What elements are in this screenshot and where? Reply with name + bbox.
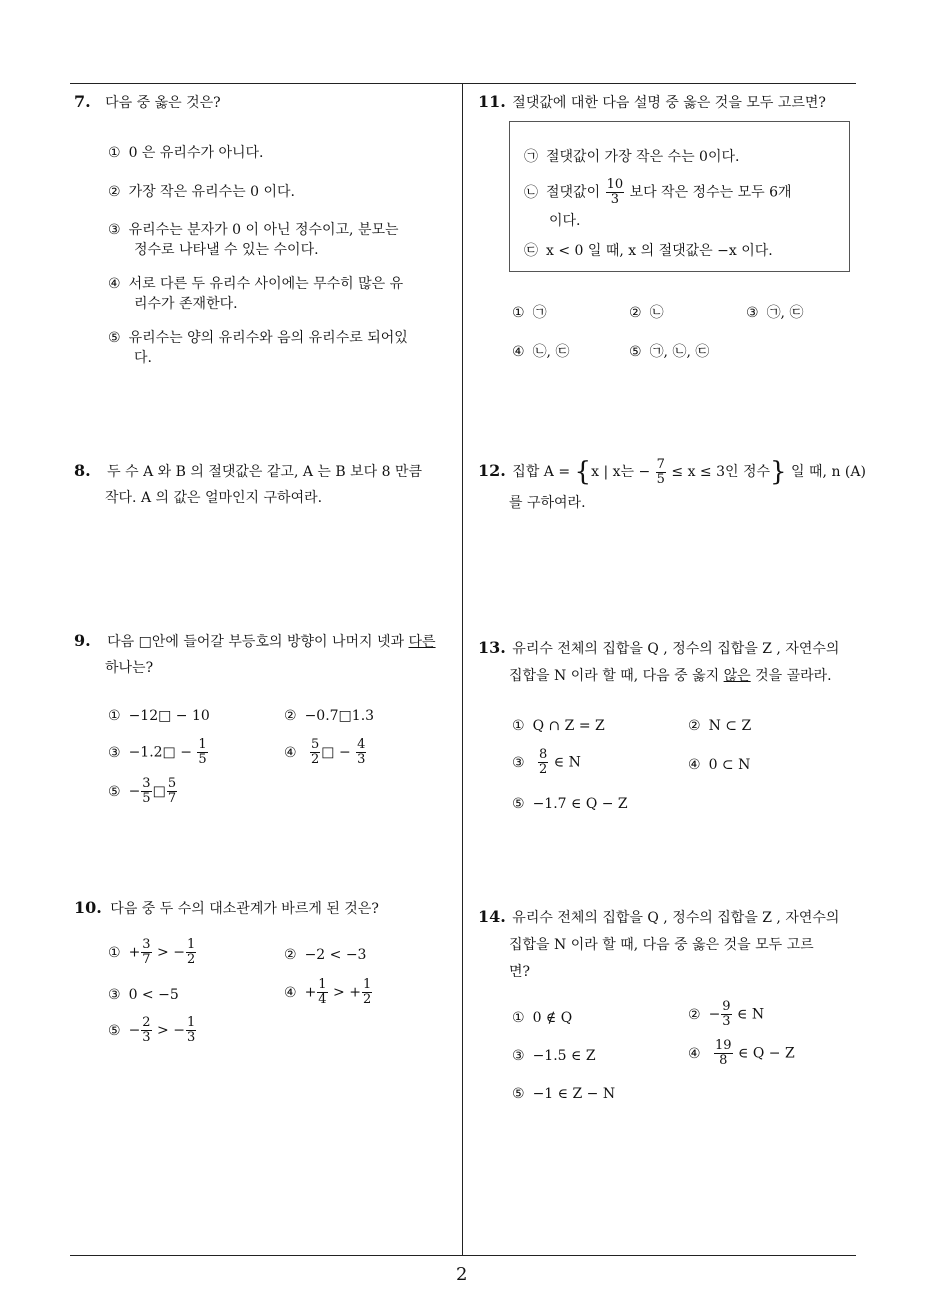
fraction: $\frac{8}{2}$	[539, 747, 548, 777]
statement-c: ㉢ x < 0 일 때, x 의 절댓값은 −x 이다.	[524, 243, 773, 259]
option-1[interactable]: ① −12□ − 10	[108, 708, 210, 724]
option-3[interactable]: ③ $\frac{8}{2}$ ∈ N	[512, 747, 581, 777]
option-3[interactable]: ③ 유리수는 분자가 0 이 아닌 정수이고, 분모는 정수로 나타낼 수 있는 수이다.	[108, 222, 399, 258]
option-4[interactable]: ④ 0 ⊂ N	[688, 757, 751, 773]
question-number: 8.	[74, 461, 91, 480]
option-4[interactable]: ④ 서로 다른 두 유리수 사이에는 무수히 많은 유 리수가 존재한다.	[108, 276, 404, 312]
fraction: $\frac{10}{3}$	[606, 177, 624, 207]
option-1[interactable]: ① ㉠	[512, 305, 547, 321]
option-2[interactable]: ② N ⊂ Z	[688, 718, 752, 734]
option-1[interactable]: ① + $\frac{3}{7}$ > − $\frac{1}{2}$	[108, 937, 196, 967]
question-text: 절댓값에 대한 다음 설명 중 옳은 것을 모두 고르면?	[512, 95, 826, 111]
fraction: $\frac{2}{3}$	[142, 1015, 151, 1045]
top-rule	[70, 83, 856, 84]
question-text-line2: 작다. A 의 값은 얼마인지 구하여라.	[105, 490, 323, 506]
option-1[interactable]: ① 0 ∉ Q	[512, 1010, 573, 1026]
page-number: 2	[456, 1264, 468, 1285]
question-number: 11.	[478, 92, 506, 111]
question-number: 12.	[478, 461, 506, 480]
option-5[interactable]: ⑤ − $\frac{2}{3}$ > − $\frac{1}{3}$	[108, 1015, 196, 1045]
fraction: $\frac{1}{5}$	[198, 737, 207, 767]
fraction: $\frac{19}{8}$	[715, 1038, 732, 1068]
fraction: $\frac{4}{3}$	[357, 737, 366, 767]
option-5[interactable]: ⑤ −1.7 ∈ Q − Z	[512, 796, 628, 812]
option-2[interactable]: ② −0.7□1.3	[284, 708, 375, 724]
question-text-line2: 집합을 N 이라 할 때, 다음 중 옳은 것을 모두 고르	[509, 937, 814, 953]
option-2[interactable]: ② 가장 작은 유리수는 0 이다.	[108, 184, 295, 200]
option-4[interactable]: ④ $\frac{19}{8}$ ∈ Q − Z	[688, 1038, 795, 1068]
column-divider	[462, 83, 463, 1255]
option-4[interactable]: ④ + $\frac{1}{4}$ > + $\frac{1}{2}$	[284, 977, 372, 1007]
question-number: 13.	[478, 638, 506, 657]
option-1[interactable]: ① Q ∩ Z = Z	[512, 718, 605, 734]
question-number: 10.	[74, 898, 102, 917]
fraction: $\frac{1}{3}$	[186, 1015, 196, 1045]
option-3[interactable]: ③ 0 < −5	[108, 987, 179, 1003]
bottom-rule	[70, 1255, 856, 1256]
option-5[interactable]: ⑤ − $\frac{3}{5}$ □ $\frac{5}{7}$	[108, 776, 177, 806]
question-text-line1: 유리수 전체의 집합을 Q , 정수의 집합을 Z , 자연수의	[512, 641, 840, 657]
question-text-line2: 집합을 N 이라 할 때, 다음 중 옳지 않은 것을 골라라.	[509, 668, 832, 684]
option-5[interactable]: ⑤ ㉠, ㉡, ㉢	[629, 344, 710, 360]
fraction: $\frac{3}{7}$	[142, 937, 151, 967]
question-text-line3: 면?	[509, 964, 531, 980]
fraction: $\frac{1}{4}$	[318, 977, 327, 1007]
option-5[interactable]: ⑤ −1 ∈ Z − N	[512, 1086, 616, 1102]
question-text-line1: 유리수 전체의 집합을 Q , 정수의 집합을 Z , 자연수의	[512, 910, 840, 926]
question-text: 다음 중 두 수의 대소관계가 바르게 된 것은?	[110, 901, 379, 917]
fraction: $\frac{1}{2}$	[186, 937, 196, 967]
option-3[interactable]: ③ −1.5 ∈ Z	[512, 1048, 596, 1064]
fraction: $\frac{1}{2}$	[362, 977, 372, 1007]
option-1[interactable]: ① 0 은 유리수가 아니다.	[108, 145, 264, 161]
statement-b-line2: 이다.	[549, 213, 581, 229]
option-4[interactable]: ④ ㉡, ㉢	[512, 344, 570, 360]
fraction: $\frac{5}{2}$	[311, 737, 320, 767]
question-text: 다음 중 옳은 것은?	[105, 95, 221, 111]
option-5[interactable]: ⑤ 유리수는 양의 유리수와 음의 유리수로 되어있 다.	[108, 330, 408, 366]
question-text-line1: 다음 □안에 들어갈 부등호의 방향이 나머지 넷과 다른	[107, 634, 436, 650]
option-2[interactable]: ② − $\frac{9}{3}$ ∈ N	[688, 999, 765, 1029]
question-text-line1: 두 수 A 와 B 의 절댓값은 같고, A 는 B 보다 8 만큼	[107, 464, 423, 480]
statement-a: ㉠ 절댓값이 가장 작은 수는 0이다.	[524, 149, 740, 165]
fraction: $\frac{3}{5}$	[142, 776, 151, 806]
question-number: 7.	[74, 92, 91, 111]
statement-b: ㉡ 절댓값이 $\frac{10}{3}$ 보다 작은 정수는 모두 6개	[524, 177, 792, 207]
fraction: $\frac{9}{3}$	[722, 999, 731, 1029]
question-number: 9.	[74, 631, 91, 650]
fraction: $\frac{5}{7}$	[167, 776, 177, 806]
question-number: 14.	[478, 907, 506, 926]
option-2[interactable]: ② −2 < −3	[284, 947, 367, 963]
option-2[interactable]: ② ㉡	[629, 305, 664, 321]
option-4[interactable]: ④ $\frac{5}{2}$ □ − $\frac{4}{3}$	[284, 737, 366, 767]
option-3[interactable]: ③ −1.2□ − $\frac{1}{5}$	[108, 737, 207, 767]
question-text-line2: 를 구하여라.	[509, 495, 586, 511]
fraction: $\frac{7}{5}$	[656, 456, 665, 487]
question-text-line2: 하나는?	[105, 660, 154, 676]
option-3[interactable]: ③ ㉠, ㉢	[746, 305, 804, 321]
